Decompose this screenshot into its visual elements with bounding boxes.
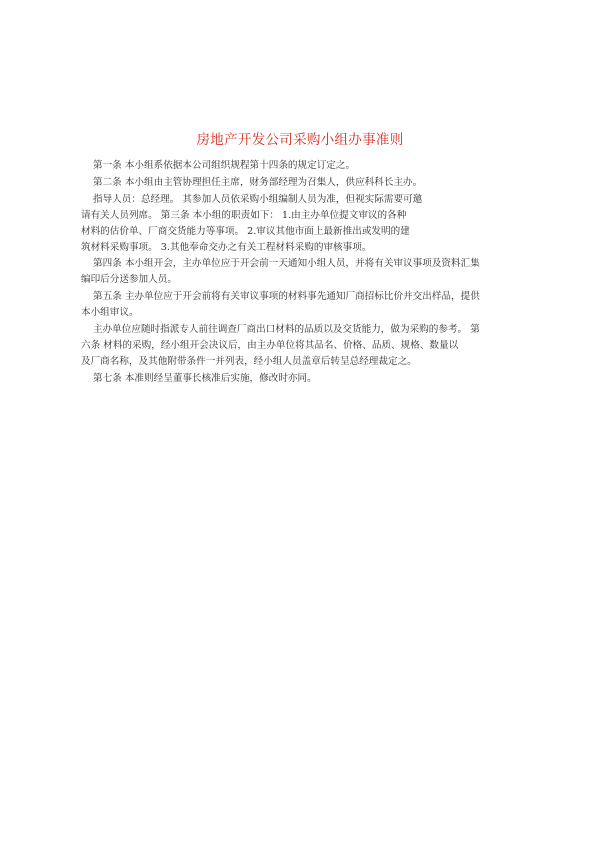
paragraph-line: 第四条 本小组开会，主办单位应于开会前一天通知小组人员，并将有关审议事项及资料汇集 [93,258,480,269]
paragraph-line: 本小组审议。 [81,307,139,318]
paragraph-line: 及厂商名称，及其他附带条件一并列表，经小组人员盖章后转呈总经理裁定之。 [81,356,417,367]
paragraph-line: 指导人员：总经理。 其参加人员依采购小组编制人员为准，但视实际需要可邀 [93,194,423,205]
paragraph-line: 第七条 本准则经呈董事长核准后实施，修改时亦同。 [93,373,317,384]
paragraph-line: 第五条 主办单位应于开会前将有关审议事项的材料事先通知厂商招标比价并交出样品，提供 [93,291,480,302]
paragraph-line: 六条 材料的采购，经小组开会决议后，由主办单位将其品名、价格、品质、规格、数量以 [81,340,459,351]
paragraph-line: 筑材料采购事项。 3.其他奉命交办之有关工程材料采购的审核事项。 [81,242,372,253]
paragraph-line: 第一条 本小组系依据本公司组织规程第十四条的规定订定之。 [93,160,356,171]
paragraph-line: 编印后分送参加人员。 [81,274,177,285]
paragraph-line: 材料的估价单、厂商交货能力等事项。 2.审议其他市面上最新推出或发明的建 [81,226,410,237]
paragraph-line: 主办单位应随时指派专人前往调查厂商出口材料的品质以及交货能力，做为采购的参考。 第 [93,324,480,335]
paragraph-line: 请有关人员列席。 第三条 本小组的职责如下： 1.由主办单位提文审议的各种 [81,210,407,221]
document-title: 房地产开发公司采购小组办事准则 [196,132,404,148]
paragraph-line: 第二条 本小组由主管协理担任主席，财务部经理为召集人，供应科科长主办。 [93,177,423,188]
